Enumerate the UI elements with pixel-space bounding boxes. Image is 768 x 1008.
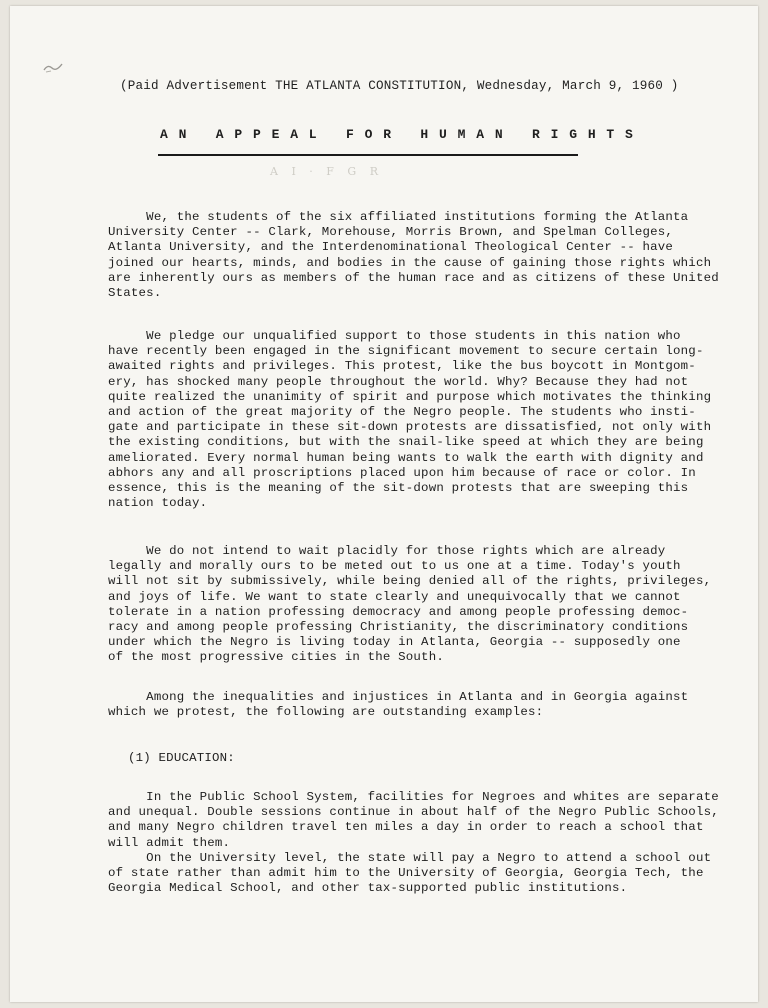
ink-smudge-mark bbox=[42, 60, 64, 74]
paragraph-rights: We do not intend to wait placidly for those rights which are already legally and morally ours to be meted out to us one at a time. Today's youth will not sit by submissively, while being denied all of the rights, privileges, and joys of life. We want to state clearly and unequivocally that we cannot tolerate in a nation professing democracy and among people professing democ- racy and among people professing Christianity, the discriminatory conditions under which the Negro is living today in Atlanta, Georgia -- supposedly one of the most progressive cities in the South. bbox=[108, 544, 712, 665]
paragraph-education: In the Public School System, facilities for Negroes and whites are separate and unequal. Double sessions continue in about half of the Negro Public Schools, and many Negro children travel ten miles a day in order to reach a school that will admit them. On the University level, the state will pay a Negro to attend a school out of state rather than admit him to the University of Georgia, Georgia Tech, the Georgia Medical School, and other tax-supported public institutions. bbox=[108, 790, 719, 896]
section-heading-education: (1) EDUCATION: bbox=[128, 751, 235, 765]
document-title: AN APPEAL FOR HUMAN RIGHTS bbox=[160, 127, 644, 142]
paragraph-inequalities: Among the inequalities and injustices in Atlanta and in Georgia against which we protest, the following are outstanding examples: bbox=[108, 690, 689, 720]
publication-header: (Paid Advertisement THE ATLANTA CONSTITUTION, Wednesday, March 9, 1960 ) bbox=[120, 79, 679, 93]
paragraph-intro: We, the students of the six affiliated institutions forming the Atlanta University Center -- Clark, Morehouse, Morris Brown, and Spelman Colleges, Atlanta University, and the Interdenominational Theological Center -- have joined our hearts, minds, and bodies in the cause of gaining those rights which are inherently ours as members of the human race and as citizens of these United States. bbox=[108, 210, 719, 301]
show-through-text: A I · F G R bbox=[270, 165, 383, 178]
paragraph-pledge: We pledge our unqualified support to those students in this nation who have recently been engaged in the significant movement to secure certain long- awaited rights and privileges. This protest, like the bus boycott in Montgom- ery, has shocked many people throughout the world. Why? Because they had not quite realized the unanimity of spirit and purpose which motivates the thinking and action of the great majority of the Negro people. The students who insti- gate and participate in these sit-down protests are dissatisfied, not only with the existing conditions, but with the snail-like speed at which they are being ameliorated. Every normal human being wants to walk the earth with dignity and abhors any and all proscriptions placed upon him because of race or color. In essence, this is the meaning of the sit-down protests that are sweeping this nation today. bbox=[108, 329, 712, 511]
title-underline bbox=[158, 154, 578, 156]
